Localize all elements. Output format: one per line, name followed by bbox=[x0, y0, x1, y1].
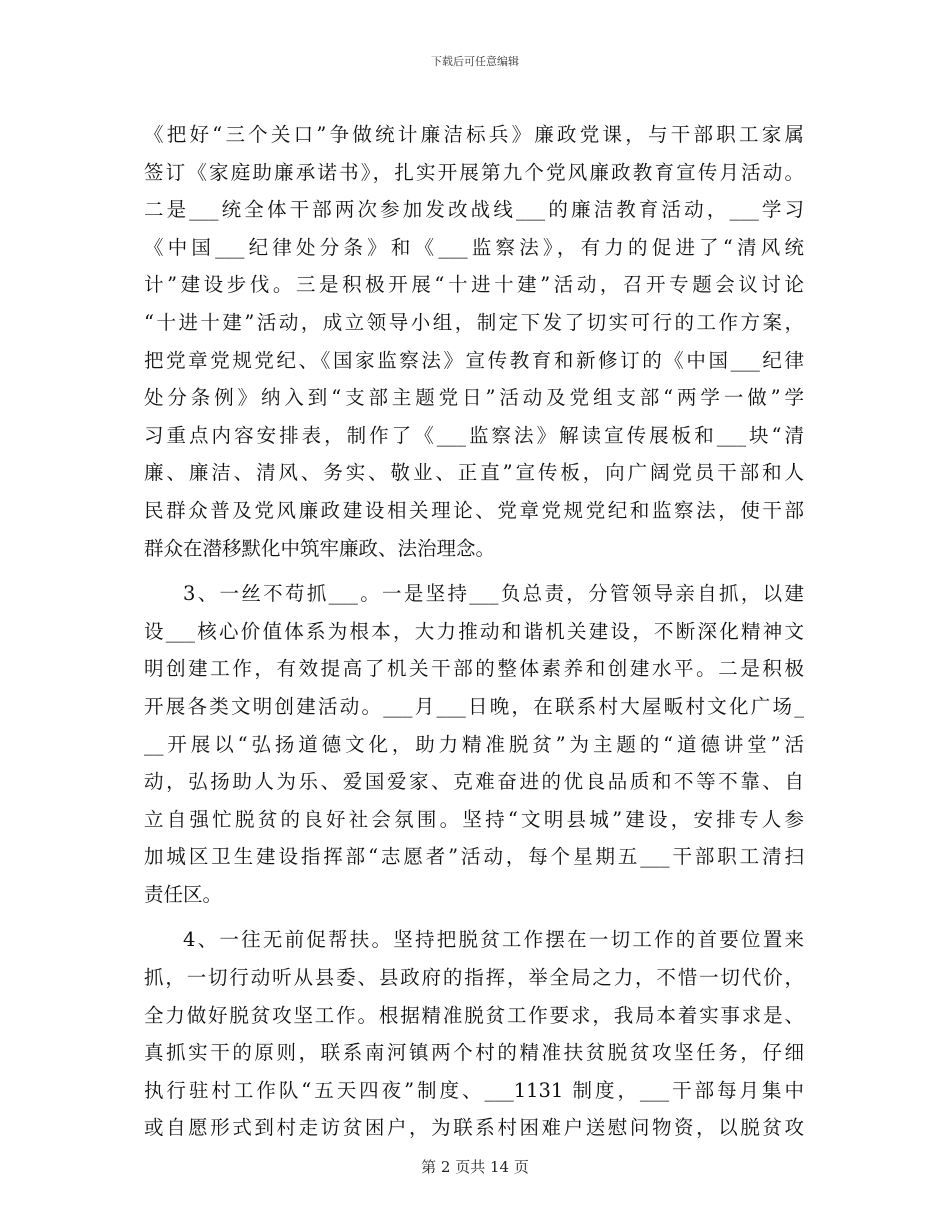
text-line: 3、一丝不苟抓___。一是坚持___负总责，分管领导亲自抓，以建 bbox=[183, 582, 804, 606]
text-line: 动，弘扬助人为乐、爱国爱家、克难奋进的优良品质和不等不靠、自 bbox=[144, 770, 804, 794]
paragraph-1 bbox=[144, 116, 804, 567]
paragraph-2 bbox=[144, 575, 804, 913]
text-line: 明创建工作，有效提高了机关干部的整体素养和创建水平。二是积极 bbox=[144, 657, 804, 681]
text-line: 真抓实干的原则，联系南河镇两个村的精准扶贫脱贫攻坚任务，仔细 bbox=[144, 1041, 804, 1065]
text-line: 执行驻村工作队“五天四夜”制度、___1131 制度，___干部每月集中 bbox=[144, 1078, 804, 1102]
text-line: 民群众普及党风廉政建设相关理论、党章党规党纪和监察法，使干部 bbox=[144, 498, 804, 522]
text-line: 廉、廉洁、清风、务实、敬业、正直”宣传板，向广阔党员干部和人 bbox=[144, 461, 804, 485]
text-line: 计”建设步伐。三是积极开展“十进十建”活动，召开专题会议讨论 bbox=[144, 273, 804, 297]
text-line: “十进十建”活动，成立领导小组，制定下发了切实可行的工作方案， bbox=[144, 310, 804, 334]
text-line: 开展各类文明创建活动。___月___日晚，在联系村大屋畈村文化广场_ bbox=[144, 694, 804, 718]
text-line: 二是___统全体干部两次参加发改战线___的廉洁教育活动，___学习 bbox=[144, 198, 804, 222]
paragraph-3 bbox=[144, 921, 804, 1147]
text-line: 签订《家庭助廉承诺书》，扎实开展第九个党风廉政教育宣传月活动。 bbox=[144, 160, 804, 184]
text-line: 抓，一切行动听从县委、县政府的指挥，举全局之力，不惜一切代价， bbox=[144, 966, 804, 990]
text-line: 设___核心价值体系为根本，大力推动和谐机关建设，不断深化精神文 bbox=[144, 619, 804, 643]
text-line: 把党章党规党纪、《国家监察法》宣传教育和新修订的《中国___纪律 bbox=[144, 348, 804, 372]
text-line: 4、一往无前促帮扶。坚持把脱贫工作摆在一切工作的首要位置来 bbox=[183, 928, 804, 952]
text-line: 《把好“三个关口”争做统计廉洁标兵》廉政党课，与干部职工家属 bbox=[144, 123, 804, 146]
header-note: 下载后可任意编辑 bbox=[431, 55, 519, 68]
text-line: 加城区卫生建设指挥部“志愿者”活动，每个星期五___干部职工清扫 bbox=[144, 845, 804, 869]
document-body bbox=[144, 116, 804, 1147]
page-footer: 第 2 页共 14 页 bbox=[421, 1158, 529, 1176]
text-line: 全力做好脱贫攻坚工作。根据精准脱贫工作要求，我局本着实事求是、 bbox=[144, 1003, 804, 1027]
text-line: 立自强忙脱贫的良好社会氛围。坚持“文明县城”建设，安排专人参 bbox=[144, 807, 804, 831]
text-line: __开展以“弘扬道德文化，助力精准脱贫”为主题的“道德讲堂”活 bbox=[144, 732, 804, 756]
text-line: 《中国___纪律处分条》和《___监察法》，有力的促进了“清风统 bbox=[144, 235, 804, 259]
text-line: 或自愿形式到村走访贫困户，为联系村困难户送慰问物资，以脱贫攻 bbox=[144, 1116, 804, 1140]
text-line: 习重点内容安排表，制作了《___监察法》解读宣传展板和___块“清 bbox=[144, 423, 804, 447]
text-line: 责任区。 bbox=[144, 882, 223, 906]
text-line: 群众在潜移默化中筑牢廉政、法治理念。 bbox=[144, 536, 496, 560]
text-line: 处分条例》纳入到“支部主题党日”活动及党组支部“两学一做”学 bbox=[144, 386, 804, 410]
